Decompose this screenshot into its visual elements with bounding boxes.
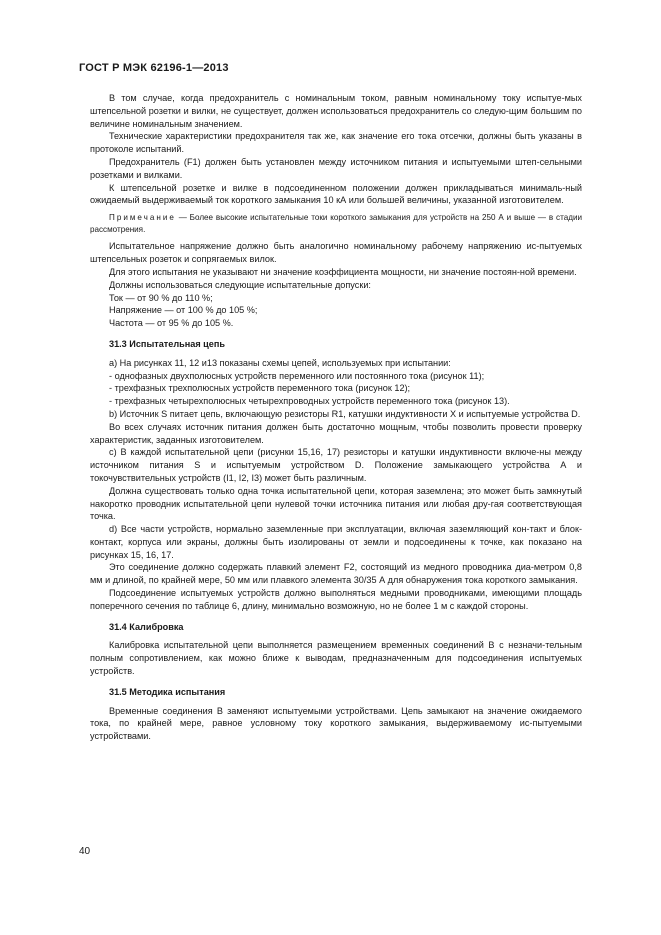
paragraph: с) В каждой испытательной цепи (рисунки 15,16, 17) резисторы и катушки индуктивности включе-ны между источником питания S и испытуемым устройством D. Положение замыкающего устройства А и токочувствительных устройств (I1, I2, I3) может быть различным. (90, 447, 582, 483)
note (90, 212, 582, 235)
list-item: Частота — от 95 % до 105 %. (109, 318, 234, 329)
paragraph: Подсоединение испытуемых устройств должно выполняться медными проводниками, имеющими площадь поперечного сечения по таблице 6, длину, минимально возможную, но не более 1 м с каждой стороны. (90, 588, 582, 611)
note-text: — Более высокие испытательные токи короткого замыкания для устройств на 250 А и выше — в стадии рассмотрения. (90, 213, 582, 234)
list-item: - однофазных двухполюсных устройств переменного или постоянного тока (рисунок 11); (109, 370, 485, 381)
paragraph: Предохранитель (F1) должен быть установлен между источником питания и испытуемыми штеп-сельными розетками и вилками. (90, 156, 582, 180)
paragraph: В том случае, когда предохранитель с номинальным током, равным номинальному току испытуе-мых штепсельной розетки и вилки, не существует, должен использоваться предохранитель со следую-щим большим по величине номинальным значением. (90, 93, 582, 129)
paragraph: Калибровка испытательной цепи выполняется размещением временных соединений В с незначи-тельным полным сопротивлением, как можно ближе к выводам, предназначенным для подсоединения испытуемых устройств. (90, 640, 582, 677)
list-item: Ток — от 90 % до 110 %; (109, 292, 213, 303)
paragraph: Для этого испытания не указывают ни значение коэффициента мощности, ни значение постоян-ной времени. (109, 266, 577, 277)
paragraph: d) Все части устройств, нормально заземленные при эксплуатации, включая заземляющий кон-такт и блок-контакт, корпуса или экраны, должны быть изолированы от земли и подсоединены к точке, как показано на рисунках 15, 16, 17. (90, 524, 582, 560)
paragraph: Это соединение должно содержать плавкий элемент F2, состоящий из медного проводника диа-метром 0,8 мм и длиной, по крайней мере, 50 мм или плавкого элемента 30/35 А для обнаружения тока короткого замыкания. (90, 562, 582, 586)
section-heading: 31.5 Методика испытания (109, 686, 226, 697)
section-heading: 31.3 Испытательная цепь (109, 338, 225, 349)
paragraph: Во всех случаях источник питания должен быть достаточно мощным, чтобы позволить провести проверку характеристик, заданных изготовителем. (90, 421, 582, 445)
note-label: Примечание (109, 213, 176, 223)
list-item: - трехфазных трехполюсных устройств переменного тока (рисунок 12); (109, 383, 411, 394)
list-item: - трехфазных четырехполюсных четырехпроводных устройств переменного тока (рисунок 13). (109, 396, 510, 407)
page-number: 40 (79, 846, 91, 857)
paragraph: Должны использоваться следующие испытательные допуски: (109, 279, 371, 290)
paragraph: b) Источник S питает цепь, включающую резисторы R1, катушки индуктивности X и испытуемые устройства D. (109, 408, 581, 419)
paragraph: К штепсельной розетке и вилке в подсоединенном положении должен прикладываться минималь-ный ожидаемый выдерживаемый ток короткого замыкания 10 кА или большей величины, указанной изготовителем. (90, 182, 582, 206)
paragraph: Должна существовать только одна точка испытательной цепи, которая заземлена; это может быть замкнутый накоротко проводник испытательной цепи нулевой точки источника питания или любая дру-гая соответствующая точка. (90, 485, 582, 522)
paragraph: Технические характеристики предохранителя так же, как значение его тока отсечки, должны быть указаны в протоколе испытаний. (90, 131, 582, 155)
paragraph: а) На рисунках 11, 12 и13 показаны схемы цепей, используемых при испытании: (109, 357, 451, 368)
section-heading: 31.4 Калибровка (109, 621, 184, 632)
document-header: ГОСТ Р МЭК 62196-1—2013 (79, 62, 229, 74)
list-item: Напряжение — от 100 % до 105 %; (109, 305, 258, 316)
paragraph: Испытательное напряжение должно быть аналогично номинальному рабочему напряжению ис-пытуемых штепсельных розеток и сопрягаемых вилок. (90, 241, 582, 265)
document-body (90, 92, 582, 743)
paragraph: Временные соединения В заменяют испытуемыми устройствами. Цепь замыкают на значение ожидаемого тока, по крайней мере, равное условному току короткого замыкания, выдерживаемому ис-пытуемыми устройствами. (90, 705, 582, 742)
